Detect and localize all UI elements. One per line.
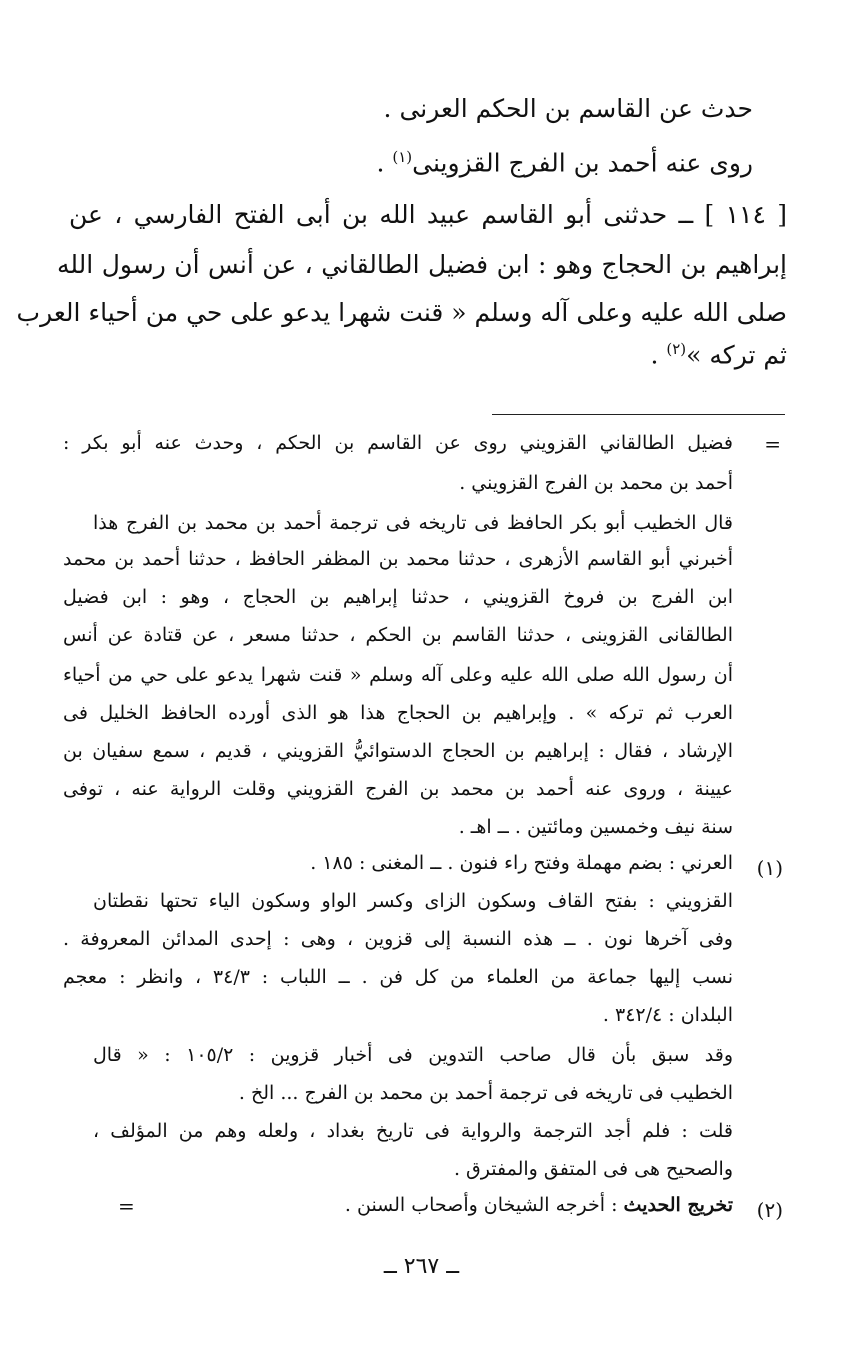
footnote-1-marker: (١)	[756, 856, 783, 880]
fn-cont-line-5: ابن الفرج بن فروخ القزويني ، حدثنا إبراهيم بن الحجاج ، وهو : ابن فضيل	[63, 586, 733, 608]
footnote-ref-2[interactable]: (٢)	[666, 340, 687, 358]
fn1-line-2: القزويني : بفتح القاف وسكون الزاى وكسر الواو وسكون الياء تحتها نقطتان	[93, 890, 733, 912]
continuation-marker: =	[764, 432, 781, 456]
fn1-line-3: وفى آخرها نون . ــ هذه النسبة إلى قزوين ، وهى : إحدى المدائن المعروفة .	[63, 928, 733, 950]
fn1-line-1: العرني : بضم مهملة وفتح راء فنون . ــ المغنى : ١٨٥ .	[310, 852, 733, 874]
fn2-line-1	[345, 1194, 733, 1216]
main-line-5: صلى الله عليه وعلى آله وسلم « قنت شهرا يدعو على حي من أحياء العرب	[16, 298, 787, 327]
fn2-heading: تخريج الحديث	[623, 1194, 733, 1216]
fn1-line-6: وقد سبق بأن قال صاحب التدوين فى أخبار قزوين : ١٠٥/٢ : « قال	[93, 1044, 733, 1066]
main-line-3: [ ١١٤ ] ــ حدثنى أبو القاسم عبيد الله بن أبى الفتح الفارسي ، عن	[69, 200, 787, 229]
main-line-2	[376, 148, 753, 177]
footnote-separator	[492, 414, 785, 415]
main-line-6-text: ثم تركه »	[686, 340, 787, 370]
main-line-4: إبراهيم بن الحجاج وهو : ابن فضيل الطالقاني ، عن أنس أن رسول الله	[57, 250, 787, 279]
fn-cont-line-6: الطالقانى القزوينى ، حدثنا القاسم بن الحكم ، حدثنا مسعر ، عن قتادة عن أنس	[63, 624, 733, 646]
fn2-text: : أخرجه الشيخان وأصحاب السنن .	[344, 1194, 624, 1216]
fn1-line-7: الخطيب فى تاريخه فى ترجمة أحمد بن محمد بن الفرج ... الخ .	[238, 1082, 733, 1104]
fn1-line-4: نسب إليها جماعة من العلماء من كل فن . ــ اللباب : ٣٤/٣ ، وانظر : معجم	[63, 966, 734, 988]
main-line-6-end: .	[650, 340, 667, 370]
footnote-2-marker: (٢)	[756, 1198, 783, 1222]
fn-cont-line-8: العرب ثم تركه » . وإبراهيم بن الحجاج هذا هو الذى أورده الحافظ الخليل فى	[63, 702, 733, 724]
fn-cont-line-7: أن رسول الله صلى الله عليه وعلى آله وسلم « قنت شهرا يدعو على حي من أحياء	[63, 664, 733, 686]
fn1-line-9: والصحيح هى فى المتفق والمفترق .	[453, 1158, 733, 1180]
fn-cont-line-9: الإرشاد ، فقال : إبراهيم بن الحجاج الدستوائيُّ القزويني ، قديم ، سمع سفيان بن	[63, 740, 733, 762]
main-line-2-end: .	[376, 148, 393, 178]
fn2-continuation-marker: =	[118, 1194, 135, 1218]
page-number: ــ ٢٦٧ ــ	[383, 1254, 460, 1279]
fn-cont-line-3: قال الخطيب أبو بكر الحافظ فى تاريخه فى ترجمة أحمد بن محمد بن الفرج هذا	[93, 512, 733, 534]
footnote-ref-1[interactable]: (١)	[392, 148, 413, 166]
fn1-line-5: البلدان : ٣٤٢/٤ .	[602, 1004, 733, 1026]
main-line-1: حدث عن القاسم بن الحكم العرنى .	[383, 94, 753, 123]
fn1-line-8: قلت : فلم أجد الترجمة والرواية فى تاريخ بغداد ، ولعله وهم من المؤلف ،	[93, 1120, 733, 1142]
fn-cont-line-11: سنة نيف وخمسين ومائتين . ــ اهـ .	[458, 816, 733, 838]
fn-cont-line-1: فضيل الطالقاني القزويني روى عن القاسم بن الحكم ، وحدث عنه أبو بكر :	[63, 432, 733, 454]
main-line-6	[650, 340, 787, 369]
fn-cont-line-10: عيينة ، وروى عنه أحمد بن محمد بن الفرج القزويني وقلت الرواية عنه ، توفى	[63, 778, 733, 800]
main-line-2-text: روى عنه أحمد بن الفرج القزوينى	[412, 148, 753, 178]
fn-cont-line-2: أحمد بن محمد بن الفرج القزويني .	[459, 472, 733, 494]
fn-cont-line-4: أخبرني أبو القاسم الأزهرى ، حدثنا محمد بن المظفر الحافظ ، حدثنا أحمد بن محمد	[63, 548, 733, 570]
